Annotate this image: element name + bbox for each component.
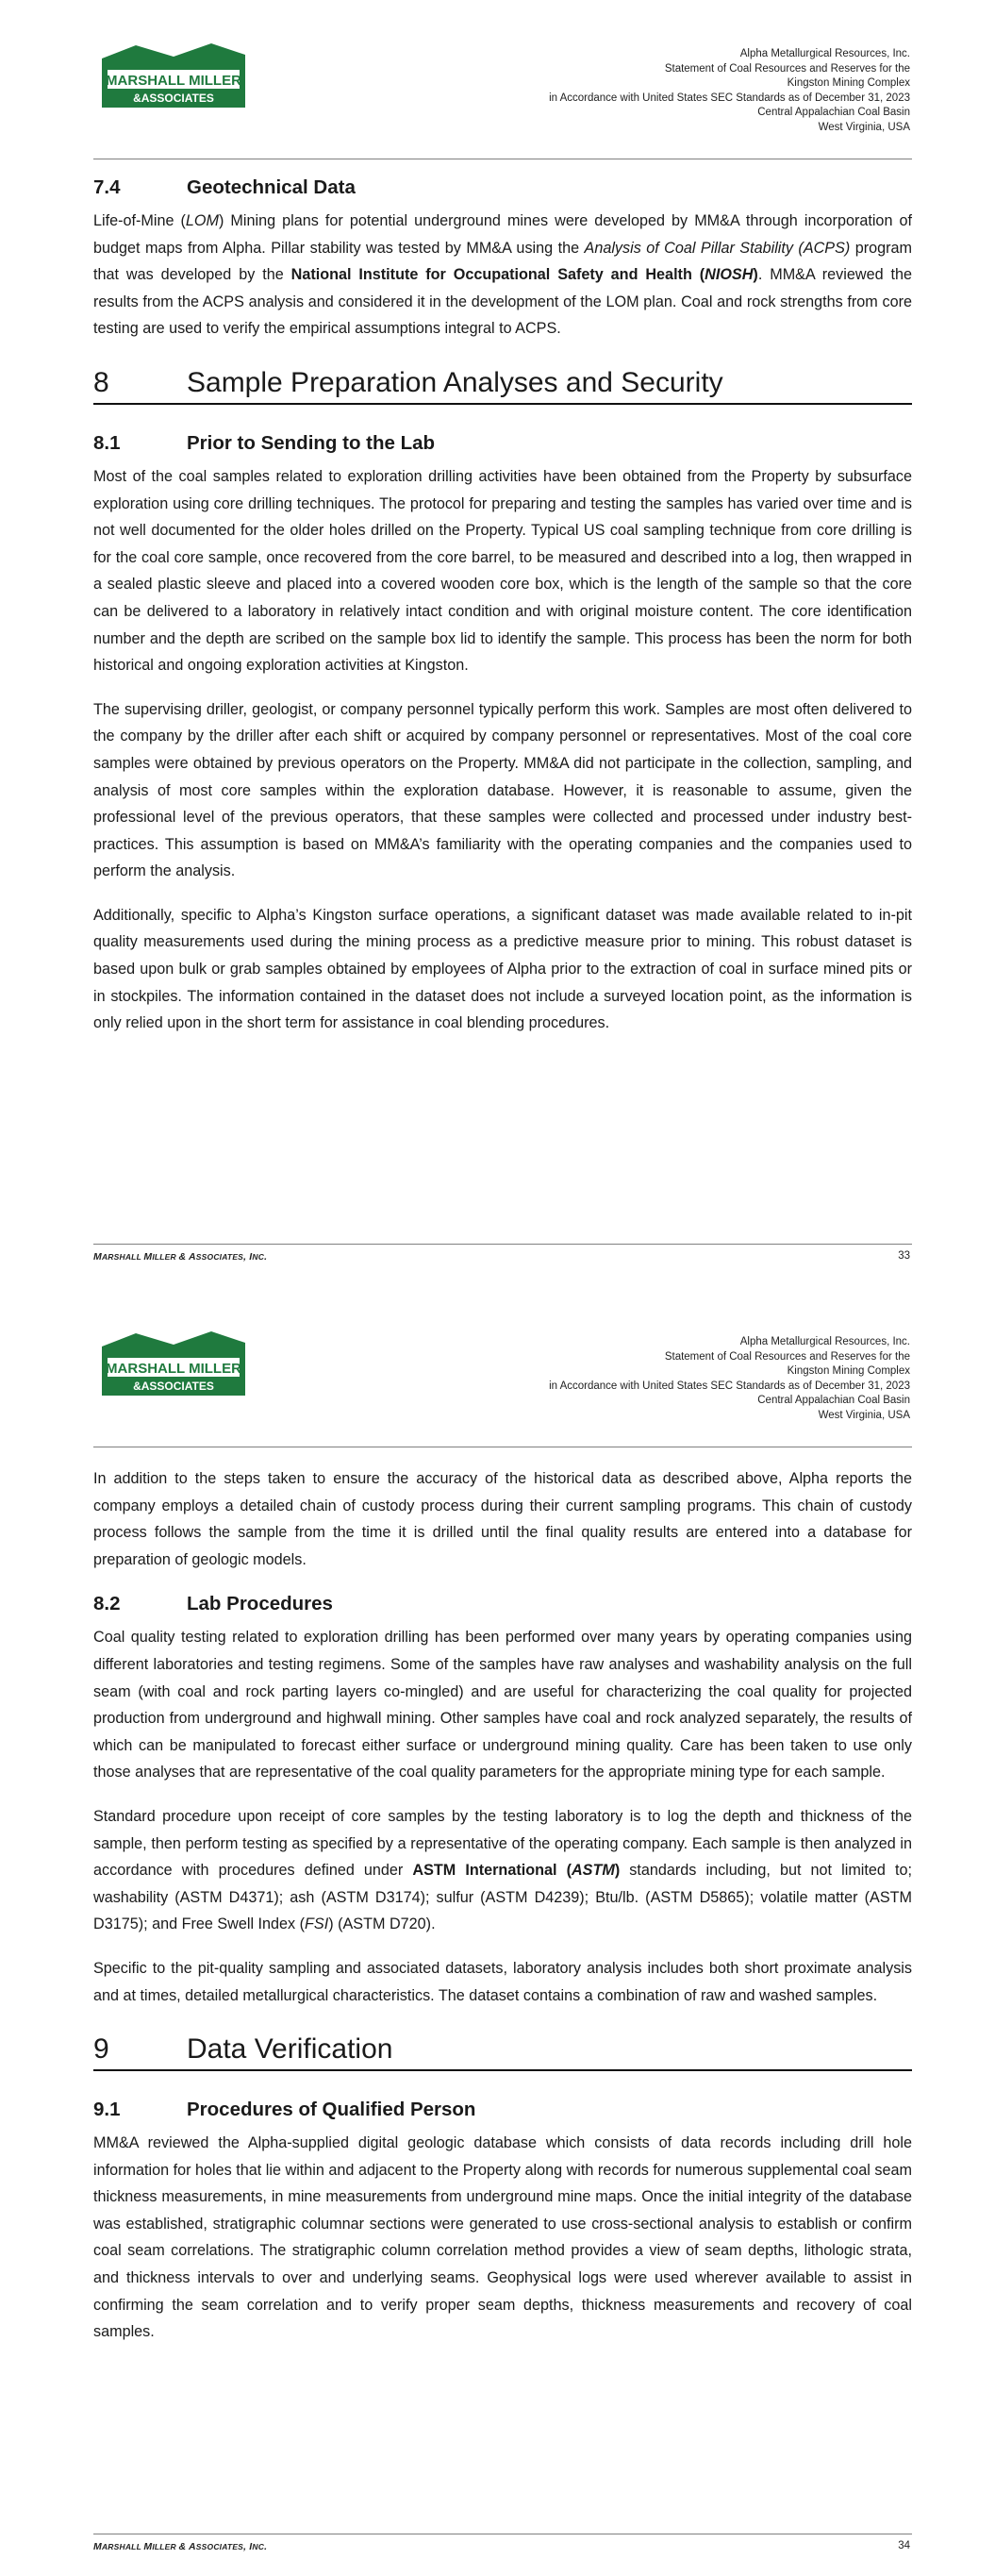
marshall-miller-logo xyxy=(98,42,249,111)
paragraph: Most of the coal samples related to exploration drilling activities have been obtained from the Property by subsurface exploration using core drilling techniques. The protocol for preparing and testing the samples has varied over time and is not well documented for the older holes drilled on the Property. Typical US coal sampling technique from core drilling is for the coal core sample, once recovered from the core barrel, to be measured and described into a log, then wrapped in a sealed plastic sleeve and placed into a covered wooden core box, which is the length of the sample so that the core can be delivered to a laboratory in relatively intact condition and with original moisture content. The core identification number and the depth are scribed on the sample box lid to identify the sample. This process has been the norm for both historical and ongoing exploration activities at Kingston. xyxy=(93,467,912,675)
header-state: West Virginia, USA xyxy=(818,1409,910,1421)
paragraph: MM&A reviewed the Alpha-supplied digital geologic database which consists of data records including drill hole information for holes that lie within and adjacent to the Property along with records for numerous supplemental coal seam thickness measurements, in mine measurements from underground mine maps. Once the initial integrity of the database was established, stratigraphic columnar sections were generated to use cross-sectional analysis to establish or confirm coal seam correlations. The stratigraphic column correlation method provides a view of seam depths, lithologic strata, and thickness intervals to over and underlying seams. Geophysical logs were used wherever available to assist in confirming the seam correlation and to verify proper seam depths, thickness measurements and recovery of coal samples. xyxy=(93,2134,912,2341)
paragraph: Standard procedure upon receipt of core samples by the testing laboratory is to log the depth and thickness of the sample, then perform testing as specified by a representative of the operating company. Each sample is then analyzed in accordance with procedures defined under ASTM International (ASTM) standards including, but not limited to; washability (ASTM D4371); ash (ASTM D3174); sulfur (ASTM D4239); Btu/lb. (ASTM D5865); volatile matter (ASTM D3175); and Free Swell Index (FSI) (ASTM D720). xyxy=(93,1807,912,1933)
logo-line1: MARSHALL MILLER xyxy=(106,73,241,89)
logo-line2: &ASSOCIATES xyxy=(133,1380,214,1393)
page-header xyxy=(549,1335,910,1423)
paragraph: Coal quality testing related to exploration drilling has been performed over many years by operating companies using different laboratories and testing regimens. Some of the samples have raw analyses and washability analysis on the full seam (with coal and rock parting layers co-mingled) and are useful for characterizing the coal quality for projected production from underground and highwall mining. Other samples have coal and rock analyzed separately, the results of which can be manipulated to forecast either surface or underground mining quality. Care has been taken to use only those analyses that are representative of the coal quality parameters for the appropriate mining type for each sample. xyxy=(93,1629,912,1781)
header-state: West Virginia, USA xyxy=(818,121,910,133)
paragraph: The supervising driller, geologist, or company personnel typically perform this work. Samples are most often delivered to the company by the driller after each shift or acquired by company personnel or representatives. Most of the coal core samples were obtained by previous operators on the Property. MM&A did not participate in the collection, sampling, and analysis of most core samples within the exploration database. However, it is reasonable to assume, given the professional level of the previous operators, that these samples were collected and processed under industry best-practices. This assumption is based on MM&A’s familiarity with the operating companies and the companies used to perform the analysis. xyxy=(93,700,912,880)
footer-firm-name: MARSHALL MILLER & ASSOCIATES, INC. xyxy=(93,2541,268,2552)
section-heading-7-4: 7.4 Geotechnical Data xyxy=(93,176,356,198)
paragraph: Life-of-Mine (LOM) Mining plans for potential underground mines were developed by MM&A through incorporation of budget maps from Alpha. Pillar stability was tested by MM&A using the Analysis of Coal Pillar Stability (ACPS) program that was developed by the National Institute for Occupational Safety and Health (NIOSH). MM&A reviewed the results from the ACPS analysis and considered it in the development of the LOM plan. Coal and rock strengths from core testing are used to verify the empirical assumptions integral to ACPS. xyxy=(93,212,913,338)
header-basin: Central Appalachian Coal Basin xyxy=(757,1395,910,1406)
header-complex: Kingston Mining Complex xyxy=(787,1365,910,1377)
page-content xyxy=(93,174,912,1054)
footer-firm-name: MARSHALL MILLER & ASSOCIATES, INC. xyxy=(93,1251,268,1263)
footer-divider xyxy=(93,1244,912,1245)
section-heading-8: 8 Sample Preparation Analyses and Security xyxy=(93,365,912,405)
header-company: Alpha Metallurgical Resources, Inc. xyxy=(739,48,910,59)
page-content xyxy=(93,1465,912,2363)
section-heading-9: 9 Data Verification xyxy=(93,2032,912,2071)
section-heading-8-1: 8.1 Prior to Sending to the Lab xyxy=(93,431,436,454)
header-company: Alpha Metallurgical Resources, Inc. xyxy=(739,1336,910,1347)
paragraph: Additionally, specific to Alpha’s Kingston surface operations, a significant dataset was made available related to in-pit quality measurements used during the mining process as a predictive measure prior to mining. This robust dataset is based upon bulk or grab samples obtained by employees of Alpha prior to the extraction of coal in surface mined pits or in stockpiles. The information contained in the dataset does not include a surveyed location point, as the information is only relied upon in the short term for assistance in coal blending procedures. xyxy=(93,906,912,1032)
header-complex: Kingston Mining Complex xyxy=(787,77,910,89)
page-number: 34 xyxy=(898,2540,910,2551)
page-header xyxy=(549,47,910,135)
marshall-miller-logo xyxy=(98,1330,249,1399)
paragraph: In addition to the steps taken to ensure the accuracy of the historical data as described above, Alpha reports the company employs a detailed chain of custody process during their current sampling programs. This chain of custody process follows the sample from the time it is drilled until the final quality results are entered into a database for preparation of geologic models. xyxy=(93,1470,912,1568)
page-number: 33 xyxy=(898,1250,910,1262)
page-34 xyxy=(0,1288,995,2576)
section-heading-9-1: 9.1 Procedures of Qualified Person xyxy=(93,2099,476,2121)
header-title: Statement of Coal Resources and Reserves for the xyxy=(664,1350,910,1363)
logo-line1: MARSHALL MILLER xyxy=(106,1361,241,1377)
header-title: Statement of Coal Resources and Reserves for the xyxy=(664,62,910,75)
section-heading-8-2: 8.2 Lab Procedures xyxy=(93,1593,333,1615)
header-standard: in Accordance with United States SEC Standards as of December 31, 2023 xyxy=(549,92,910,104)
paragraph: Specific to the pit-quality sampling and associated datasets, laboratory analysis includes both short proximate analysis and at times, detailed metallurgical characteristics. The dataset contains a combination of raw and washed samples. xyxy=(93,1959,912,2004)
logo-line2: &ASSOCIATES xyxy=(133,92,214,105)
header-standard: in Accordance with United States SEC Standards as of December 31, 2023 xyxy=(549,1380,910,1392)
header-basin: Central Appalachian Coal Basin xyxy=(757,107,910,118)
